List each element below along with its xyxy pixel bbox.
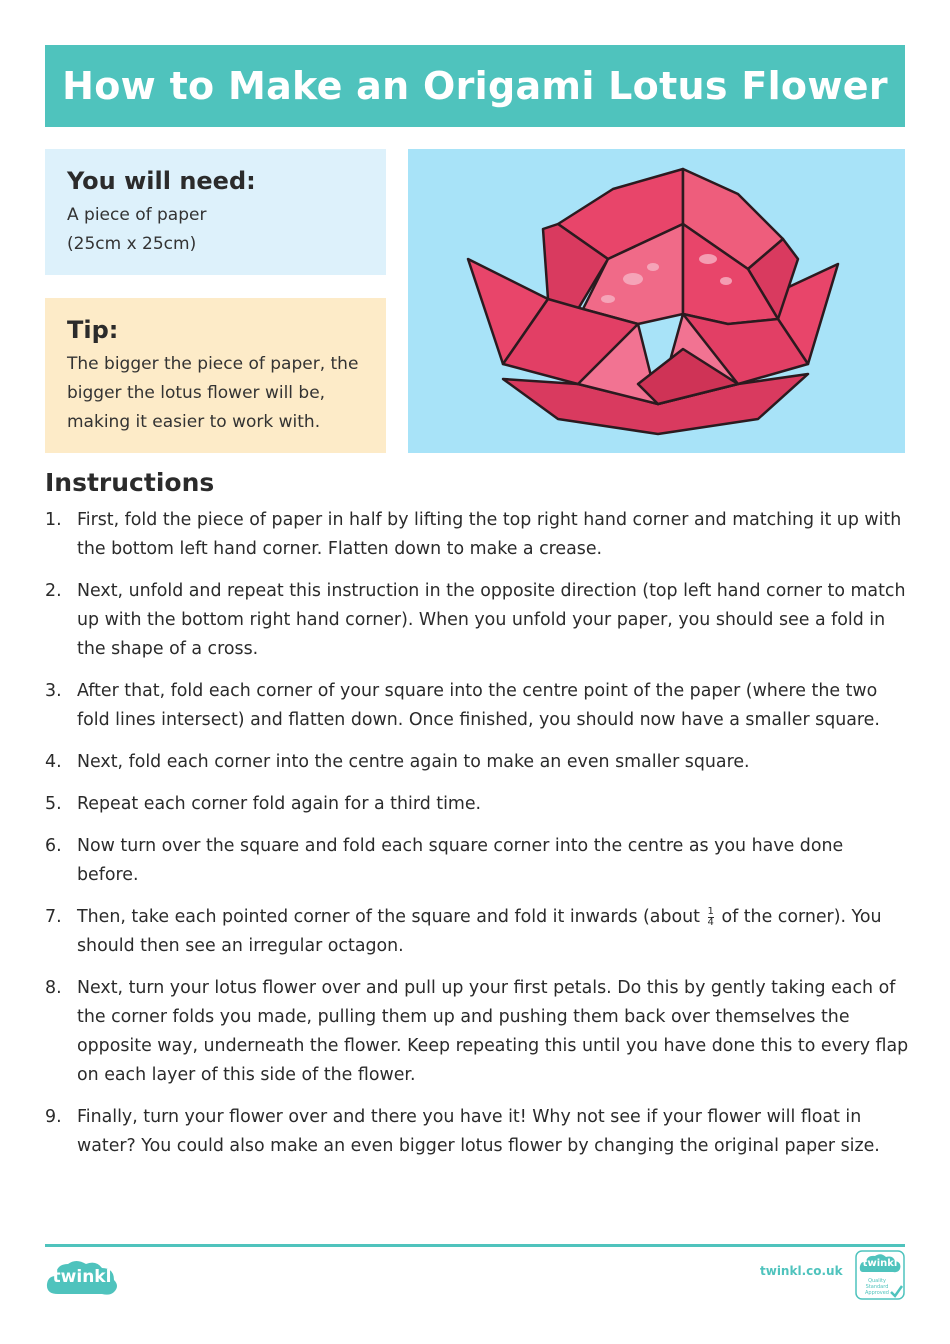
footer-divider — [45, 1244, 905, 1247]
step-text — [77, 903, 910, 961]
site-link[interactable]: twinkl.co.uk — [760, 1264, 843, 1278]
lotus-flower-icon — [408, 149, 905, 453]
page-title: How to Make an Origami Lotus Flower — [62, 64, 888, 108]
step-number: 8. — [45, 978, 62, 998]
step-text: Next, fold each corner into the centre again to make an even smaller square. — [77, 752, 750, 772]
step-text: Finally, turn your flower over and there you have it! Why not see if your flower will float in water? You could also make an even bigger lotus flower by changing the original paper size. — [77, 1107, 880, 1156]
need-line-2: (25cm x 25cm) — [67, 234, 197, 254]
list-item — [45, 832, 910, 890]
step-number: 9. — [45, 1107, 62, 1127]
title-banner — [45, 45, 905, 127]
step-number: 7. — [45, 907, 62, 927]
instructions-heading: Instructions — [45, 468, 215, 497]
step-text: After that, fold each corner of your square into the centre point of the paper (where the two fold lines intersect) and flatten down. Once finished, you should now have a smaller square. — [77, 681, 880, 730]
you-will-need-box — [45, 149, 386, 275]
badge-subtitle: Quality Standard Approved — [865, 1278, 889, 1296]
step-text-before: Then, take each pointed corner of the square and fold it inwards (about — [77, 907, 700, 927]
step-text: Repeat each corner fold again for a third time. — [77, 794, 482, 814]
step-number: 6. — [45, 836, 62, 856]
list-item — [45, 790, 910, 819]
step-number: 1. — [45, 510, 62, 530]
list-item — [45, 506, 910, 564]
instructions-list — [45, 506, 910, 1174]
fraction — [708, 907, 714, 928]
list-item — [45, 577, 910, 664]
step-number: 3. — [45, 681, 62, 701]
step-text: Next, turn your lotus flower over and pull up your first petals. Do this by gently taking each of the corner folds you made, pulling them up and pushing them back over themselves the opposite way, underneath the flower. Keep repeating this until you have done this to every flap on each layer of this side of the flower. — [77, 978, 909, 1085]
step-text: Next, unfold and repeat this instruction in the opposite direction (top left hand corner to match up with the bottom right hand corner). When you unfold your paper, you should see a fold in the shape of a cross. — [77, 581, 906, 659]
logo-text: twinkl — [52, 1267, 112, 1287]
fraction-numerator: 1 — [707, 905, 714, 917]
tip-text: The bigger the piece of paper, the bigger the lotus flower will be, making it easier to work with. — [67, 354, 359, 432]
quality-badge — [855, 1250, 905, 1300]
tip-heading: Tip: — [67, 316, 119, 344]
need-line-1: A piece of paper — [67, 205, 207, 225]
badge-title: twinkl — [862, 1258, 898, 1269]
list-item — [45, 974, 910, 1090]
tip-box — [45, 298, 386, 453]
fraction-denominator: 4 — [707, 916, 714, 928]
twinkl-logo[interactable] — [44, 1256, 120, 1298]
step-number: 2. — [45, 581, 62, 601]
step-number: 4. — [45, 752, 62, 772]
step-text-after: of the corner). You should then see an irregular octagon. — [77, 907, 882, 956]
step-text: Now turn over the square and fold each square corner into the centre as you have done before. — [77, 836, 844, 885]
list-item — [45, 677, 910, 735]
step-text: First, fold the piece of paper in half by lifting the top right hand corner and matching it up with the bottom left hand corner. Flatten down to make a crease. — [77, 510, 902, 559]
list-item — [45, 903, 910, 961]
list-item — [45, 1103, 910, 1161]
need-heading: You will need: — [67, 167, 256, 195]
lotus-image — [408, 149, 905, 453]
step-number: 5. — [45, 794, 62, 814]
list-item — [45, 748, 910, 777]
